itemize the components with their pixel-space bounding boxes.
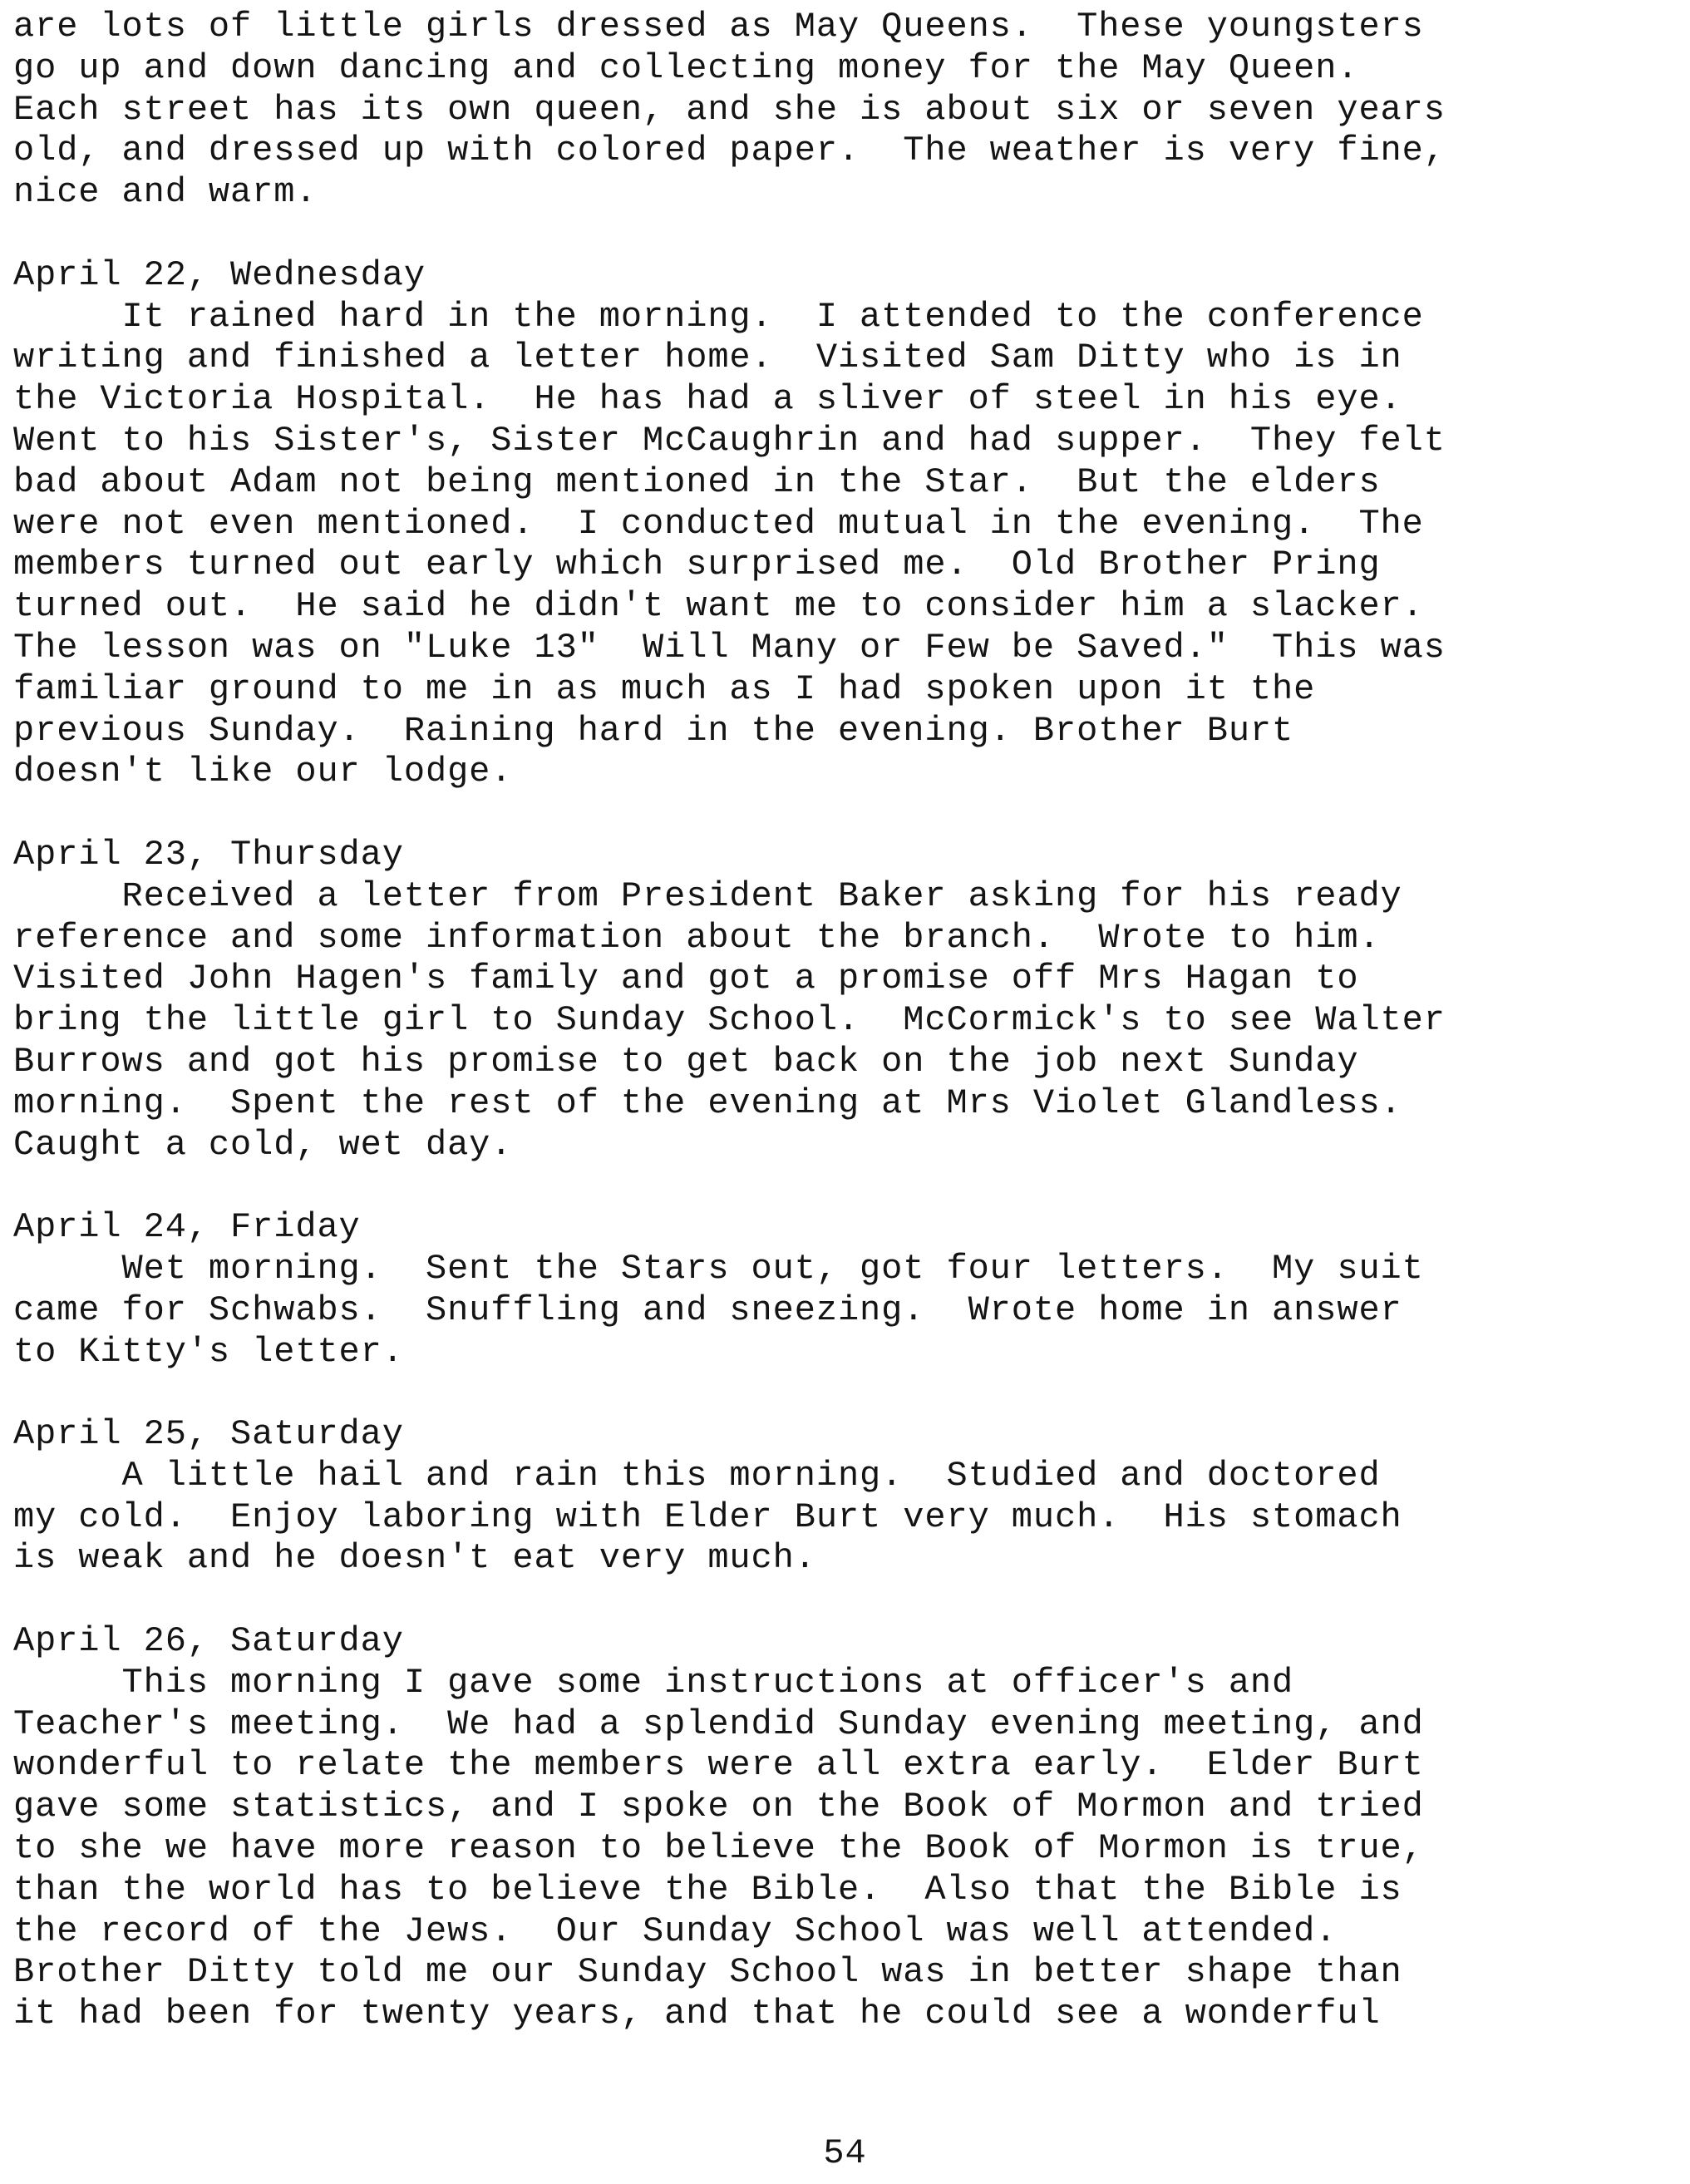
text-line: came for Schwabs. Snuffling and sneezing. Wrote home in answer (13, 1289, 1402, 1330)
text-line: A little hail and rain this morning. Studied and doctored (13, 1455, 1381, 1496)
text-line: turned out. He said he didn't want me to consider him a slacker. (13, 586, 1424, 627)
text-line: Teacher's meeting. We had a splendid Sunday evening meeting, and (13, 1703, 1424, 1744)
text-line: than the world has to believe the Bible. Also that the Bible is (13, 1869, 1402, 1910)
text-line: members turned out early which surprised me. Old Brother Pring (13, 545, 1381, 585)
text-line: Brother Ditty told me our Sunday School was in better shape than (13, 1952, 1402, 1993)
text-line: Received a letter from President Baker asking for his ready (13, 875, 1402, 916)
blank-line (13, 793, 1684, 835)
blank-line (13, 1166, 1684, 1207)
text-line: writing and finished a letter home. Visited Sam Ditty who is in (13, 338, 1402, 378)
text-line: go up and down dancing and collecting money for the May Queen. (13, 47, 1359, 88)
text-line: my cold. Enjoy laboring with Elder Burt very much. His stomach (13, 1496, 1402, 1537)
text-line: the Victoria Hospital. He has had a sliver of steel in his eye. (13, 379, 1402, 420)
text-line: gave some statistics, and I spoke on the Book of Mormon and tried (13, 1787, 1424, 1827)
text-line: bad about Adam not being mentioned in the Star. But the elders (13, 461, 1381, 502)
text-line: to Kitty's letter. (13, 1331, 404, 1372)
text-line: The lesson was on "Luke 13" Will Many or Few be Saved." This was (13, 627, 1446, 668)
text-line: Wet morning. Sent the Stars out, got four letters. My suit (13, 1248, 1424, 1289)
text-line: it had been for twenty years, and that he could see a wonderful (13, 1994, 1381, 2034)
text-line: is weak and he doesn't eat very much. (13, 1538, 816, 1579)
text-line: morning. Spent the rest of the evening at Mrs Violet Glandless. (13, 1082, 1402, 1123)
text-line: wonderful to relate the members were all extra early. Elder Burt (13, 1745, 1424, 1786)
text-line: Burrows and got his promise to get back on the job next Sunday (13, 1041, 1359, 1082)
journal-text (13, 7, 1684, 2035)
page-number: 54 (823, 2133, 867, 2173)
text-line: Went to his Sister's, Sister McCaughrin and had supper. They felt (13, 420, 1446, 461)
text-line: to she we have more reason to believe the Book of Mormon is true, (13, 1828, 1424, 1869)
text-line: This morning I gave some instructions at officer's and (13, 1662, 1294, 1703)
text-line: April 23, Thursday (13, 834, 404, 875)
text-line: reference and some information about the branch. Wrote to him. (13, 917, 1381, 958)
text-line: nice and warm. (13, 172, 318, 213)
text-line: April 26, Saturday (13, 1621, 404, 1662)
text-line: are lots of little girls dressed as May Queens. These youngsters (13, 7, 1424, 47)
text-line: April 25, Saturday (13, 1414, 404, 1455)
text-line: doesn't like our lodge. (13, 752, 513, 792)
text-line: old, and dressed up with colored paper. The weather is very fine, (13, 131, 1446, 171)
text-line: previous Sunday. Raining hard in the evening. Brother Burt (13, 710, 1294, 751)
blank-line (13, 214, 1684, 255)
text-line: were not even mentioned. I conducted mutual in the evening. The (13, 503, 1424, 544)
blank-line (13, 1373, 1684, 1414)
text-line: Each street has its own queen, and she is about six or seven years (13, 89, 1446, 130)
blank-line (13, 1580, 1684, 1621)
text-line: April 22, Wednesday (13, 254, 426, 295)
text-line: Caught a cold, wet day. (13, 1124, 513, 1165)
text-line: April 24, Friday (13, 1207, 361, 1248)
text-line: Visited John Hagen's family and got a promise off Mrs Hagan to (13, 959, 1359, 999)
text-line: familiar ground to me in as much as I had spoken upon it the (13, 668, 1316, 709)
text-line: bring the little girl to Sunday School. McCormick's to see Walter (13, 1000, 1446, 1041)
text-line: the record of the Jews. Our Sunday School was well attended. (13, 1910, 1338, 1951)
text-line: It rained hard in the morning. I attended to the conference (13, 296, 1424, 337)
